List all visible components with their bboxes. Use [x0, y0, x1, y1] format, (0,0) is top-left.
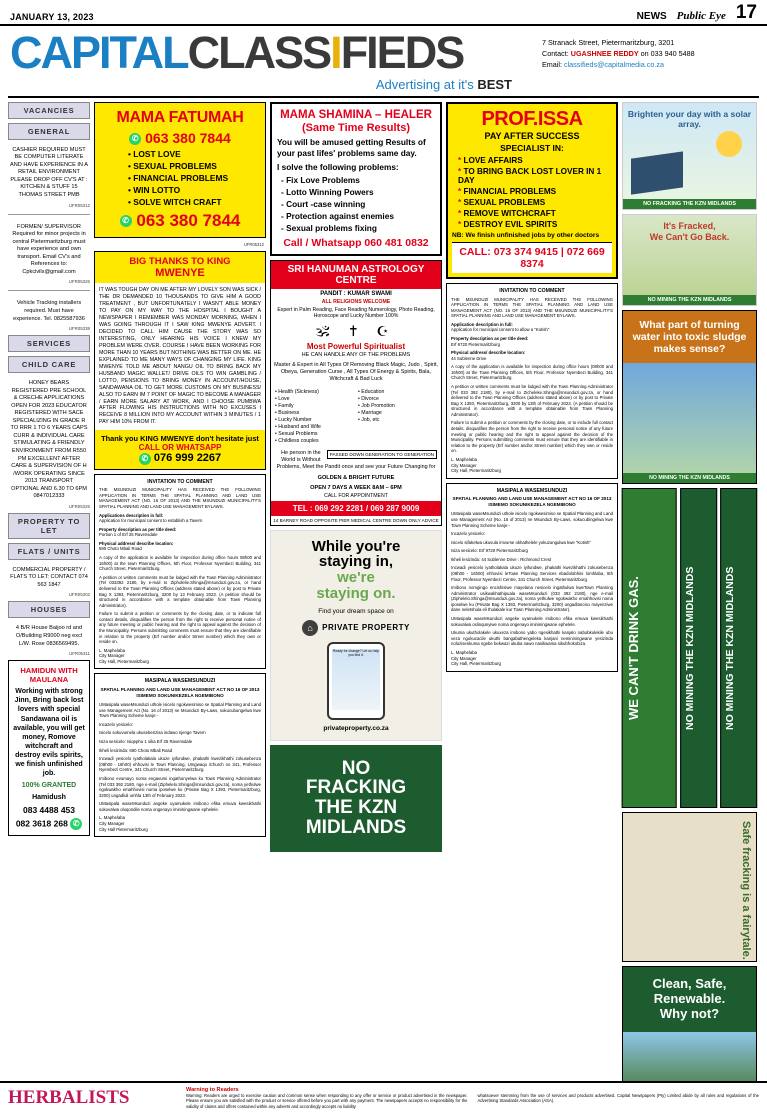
ad-ref: UFR05311	[69, 651, 90, 657]
list-item: • Sexual Problems	[275, 431, 354, 437]
king-foot-line1: Thank you KING MWENYE don't hesitate just	[101, 434, 259, 444]
hamidun-phone-1[interactable]: 083 4488 453	[23, 805, 75, 816]
fracked-campaign-bar: NO MINING THE KZN MIDLANDS	[623, 295, 756, 305]
king-foot-line2: CALL OR WHATSAPP	[138, 443, 222, 453]
notice-masipala-col2	[94, 673, 266, 837]
masipala-p6: Incwadi yesicelo iyatholakala ukuze iyifundwe, phakathi kwezikhathi zokusebenza (08h00 - 16h00) ehhovisi le Town Planning, Umgwaqo iChurch no 341, Professor Nyembezi Centre, 341 Church Street, Pietermaritzburg.	[99, 756, 261, 773]
king-header-line1: BIG THANKS TO KING	[129, 255, 231, 267]
list-item: - Fix Love Problems	[281, 175, 435, 185]
notice-body-2: A petition or written comments must be lodged with the Town Planning Administrator (Tel 033 392 2180), by e-mail to Zicheleke.Shinga@msunduzi.gov.za, or hand delivered to the Town Planning Offices (address stated above) or by post to Private Bag X 1393, Pietermaritzburg, 3200 by 13th of February 2023. (A petition should be structured in accordance with a template obtainable from Town Planning Administrator).	[451, 384, 613, 417]
hanuman-appointment: CALL FOR APPOINTMENT	[324, 492, 388, 499]
column-campaign-ads	[622, 102, 757, 1108]
masipala-p3: Isicelo sifakelwa ukuvula imvume okhathelele yokuzungulwa kwe "Kotish"	[451, 539, 591, 545]
notice-body-3: Failure to submit a petition or comments by the closing date, or to include full contact details, disqualifies the person from the right to receive personal notice of any future meeting or public hearing and the right to appeal against the decision of the Municipality. Persons submitting comments must ensure that they are identifiable in relation to the property (Erf number and/or Street number) which they own or reside on.	[451, 420, 613, 454]
category-houses: HOUSES	[8, 601, 90, 618]
phone-text: 063 380 7844	[145, 129, 231, 146]
hanuman-telephone[interactable]: TEL : 069 292 2281 / 069 287 9009	[271, 501, 441, 516]
header-right	[637, 3, 757, 22]
page-footer	[0, 1081, 767, 1113]
ad-toxic-sludge	[622, 310, 757, 484]
ad-cant-drink-gas: WE CAN'T DRINK GAS.	[622, 488, 677, 808]
masipala-title: MASIPALA WASEMSUNDUZI	[496, 487, 568, 494]
list-item[interactable]	[8, 297, 90, 331]
ad-sri-hanuman[interactable]	[270, 260, 442, 525]
pp-headline	[277, 539, 435, 602]
category-services: SERVICES	[8, 335, 90, 352]
list-item: • Education	[358, 389, 437, 395]
pp-line4: staying on.	[316, 584, 396, 602]
list-item[interactable]	[8, 377, 90, 509]
masipala-p2: Incazelo yesicelo:	[99, 721, 133, 727]
ad-no-mining-1: NO MINING THE KZN MIDLANDS	[680, 488, 717, 808]
category-flats-units: FLATS / UNITS	[8, 543, 90, 560]
masipala-subtitle: SPATIAL PLANNING AND LAND USE MANAGEMENT ACT NO 16 OF 2013 ISIMEMO SOKUNIKEZELA NGEMIBONO	[452, 496, 612, 508]
category-general: GENERAL	[8, 123, 90, 140]
notice-intro: THE MSUNDUZI MUNICIPALITY HAS RECEIVED THE FOLLOWING APPLICATION IN TERMS THE SPATIAL PLANNING AND LAND USE MANAGEMENT ACT (NO. 16 OF 2013) AND THE MSUNDUZI MUNICIPALITY'S SPATIAL PLANNING AND LAND USE MANAGEMENT BYLAWS.	[451, 296, 613, 319]
ad-mama-fatumah[interactable]	[94, 102, 266, 238]
nofrack-line1: NO	[341, 757, 371, 779]
divider	[8, 214, 90, 215]
hamidun-phone-2-text: 082 3618 268	[15, 818, 68, 829]
list-item: • Job, etc	[358, 417, 437, 423]
hanuman-problem-lists	[271, 385, 441, 448]
masipala-p3: Isicelo sokuvumela ukusebenzisa indawo njenge Tavern	[99, 730, 206, 736]
masipala-p5: Ikheli lesizinda: 690 Choto Mbali Road	[99, 747, 173, 753]
list-item: • SOLVE WITCH CRAFT	[128, 197, 260, 207]
notice-masipala-col4	[446, 483, 618, 672]
ad-ref: UFR05312	[68, 202, 90, 208]
list-item: * TO BRING BACK LOST LOVER IN 1 DAY	[458, 167, 612, 185]
list-item[interactable]	[8, 622, 90, 656]
list-item: • WIN LOTTO	[128, 185, 260, 195]
list-item: • Childless couples	[275, 438, 354, 444]
classifieds-grid	[0, 98, 767, 1108]
pp-url[interactable]: privateproperty.co.za	[323, 724, 389, 732]
clean-headline	[623, 967, 756, 1032]
list-item: - Lotto Winning Powers	[281, 187, 435, 197]
hanuman-expert: Expert in Palm Reading, Face Reading Numerology, Photo Reading, Horoscope and Lucky Number 100%	[277, 307, 435, 320]
pp-line3: we're	[337, 569, 375, 587]
hanuman-left-list	[275, 388, 354, 445]
mama-fatumah-phone-bottom[interactable]	[100, 211, 260, 231]
issue-date: JANUARY 13, 2023	[10, 12, 94, 22]
masipala-subtitle: SPATIAL PLANNING AND LAND USE MANAGEMENT ACT NO 16 OF 2013 ISIMEMO SOKUNIKEZELA NGEMIBONO	[100, 687, 260, 699]
masthead-logo-block	[10, 27, 542, 92]
shamina-intro: You will be amused getting Results of your past lifes' problems same day.	[277, 136, 426, 158]
notice-section-head: Physical address/ describe location:	[99, 540, 174, 546]
king-testimonial: IT WAS TOUGH DAY ON ME AFTER MY LOVELY SON WAS SICK / THE DR DEMANDED 10 THOUSANDS TO GIVE HIM A GOOD TREATMENT , BUT UNFORTUNATELY I WASN'T ABLE MONEY TO PAY ON MY WAY TO THE HOSPITAL I BOUGHT A NEWSPAPER I REMEMBER WAS MONDAY MORNING, WHEN I WAS GOING THROUGH IT I SAW KING MWENYE ADVERT. I DECIDED TO CALL HIM CAUSE THE STORY WAS SO INTERESTING, ONLY HEARING HIS VOICE I KNEW MY PROBLEM WERE OVER. COURSE I HAVE BEEN WORKING FOR MORE THAN 10 YEARS BUT NOTHING WAS BETTER ON ME. HE EXPLAINED TO ME MANY WAYS OF CHANGING MY LIFE. KING MWENYE TOLD ME ABOUT NANGU OIL TO BRING BACK MY HUSBAND MAGIC WALLET/ DRIVE OILS TO WIN GAMBLING / LOTTO, PENSIONS TO BRING MONEY IN ACCOUNT/HOUSE, SANDAWANA OIL TO GET MORE CUSTOMS ON MY BUSINESS/ ALSO TO EARN IM 7 POINT OF MAGIC TO BECOME A MANAGER / EARN MORE SALARY AT WORK, AND I CHOOSE PUMBWA AFTER FLOWING HIS INSTRUCTIONS WITH NO EXCUSES I RECEIVE 8 MILLION INTO MY ACCOUNT WITHIN 3 MINUTES / 1 PAY HIM 10% FROM IT.	[99, 286, 261, 426]
notice-section-head: Application description in full:	[451, 321, 513, 327]
category-childcare: CHILD CARE	[8, 356, 90, 373]
ad-solar-array	[622, 102, 757, 210]
masipala-signature-name: L. Maphelaba	[99, 815, 126, 821]
category-property-to-let: PROPERTY TO LET	[8, 513, 90, 539]
warning-title: Warning to Readers	[186, 1086, 239, 1093]
masipala-signature-title: City Manager	[99, 820, 125, 826]
column-two	[94, 102, 266, 1108]
hamidun-phone-2[interactable]	[13, 818, 85, 830]
column-four	[446, 102, 618, 1108]
house-icon: ⌂	[302, 620, 318, 636]
notice-invitation-to-comment-col4	[446, 283, 618, 479]
list-item: * DESTROY EVIL SPIRITS	[458, 220, 612, 229]
issa-call[interactable]: CALL: 073 374 9415 | 072 669 8374	[452, 242, 612, 273]
tagline-text: Advertising at it's	[375, 76, 478, 92]
category-vacancies: VACANCIES	[8, 102, 90, 119]
nofrack-line3: THE KZN	[314, 797, 398, 819]
masipala-p9: Ukuma ukutholakele ukuxeza imibono yabo ngesikhathi kanjalo nabobkulekile ubu veza ngokucacile ukuthi bangabathengeleka kanjani nemininingwane yesizinda noluzisenkuma ngebe bekwazi ukuba nawo nasikwama sikubhokobiza.	[451, 630, 613, 647]
ad-ref: UFR05312	[243, 241, 264, 247]
column-classifieds	[8, 102, 90, 1108]
whatsapp-icon: ✆	[70, 818, 82, 830]
phone-screen-caption: Ready for change? Let us help you find it.	[332, 649, 380, 710]
contact-line	[542, 49, 757, 60]
pp-line1: While you're	[311, 537, 401, 555]
list-item: • Husband and Wife	[275, 424, 354, 430]
list-item: • FINANCIAL PROBLEMS	[128, 173, 260, 183]
reader-warning	[186, 1087, 759, 1109]
solar-campaign-bar: NO FRACKING THE KZN MIDLANDS	[623, 199, 756, 209]
notice-section-head: Physical address/ describe location:	[451, 350, 526, 356]
ad-text: HONEY BEARS REGISTERED PRE SCHOOL & CRECHE APPLICATIONS OPEN FOR 2023 EDUCATOR REGISTERED WITH SACE SPECIALIZING IN GRADE R TO RRR 1 TO 6 YEARS CAPS CURR & INDIVIDUAL CARE STIMULATING & FRIENDLY ENVIRONMENT FROM R550 PM EXCELLENT AFTER CARE & SUPERVISION OF H /WORK OPERATING SINCE 2013 TRANSPORT OPTIONAL AND 6.30 TO 6PM 0847012333	[10, 380, 88, 500]
email-label: Email:	[542, 59, 564, 69]
whatsapp-icon: ✆	[129, 133, 141, 145]
list-item: • Business	[275, 410, 354, 416]
publication-name: Public Eye	[676, 10, 726, 22]
notice-section-text: Application for municipal consent to allow a "Kotish"	[451, 327, 550, 333]
king-foot-phone[interactable]	[97, 452, 263, 464]
ad-king-mwenye[interactable]	[94, 251, 266, 470]
ad-its-fracked	[622, 214, 757, 306]
hamidun-name: Hamidush	[32, 794, 66, 802]
issa-spec: SPECIALIST IN:	[500, 142, 564, 153]
list-item: - Court -case winning	[281, 199, 435, 209]
masthead-title	[10, 27, 542, 78]
hamidun-title: HAMIDUN WITH MAULANA	[20, 666, 78, 685]
ad-text: COMMERCIAL PROPERTY / FLATS TO LET: CONTACT 074 563 1847	[10, 566, 88, 588]
notice-section-head: Property description as per title deed:	[451, 335, 529, 341]
notice-signature-name: L. Maphelaba	[451, 456, 478, 462]
tagline-best: BEST	[477, 76, 512, 92]
warning-text-right: whatsoever stemming from the use of services and products advertised. Capital Newspapers (Pty) Limited abide by all rules and regulations of the Advertising Standards Association (ASA).	[477, 1092, 759, 1104]
hanuman-can: HE CAN HANDLE ANY OF THE PROBLEMS	[301, 352, 411, 359]
divider	[8, 290, 90, 291]
notice-section-head: Applications description in full:	[99, 512, 164, 518]
contact-person: UGASHNEE REDDY	[570, 48, 639, 58]
hanuman-welcome: ALL RELIGIONS WELCOME	[321, 299, 391, 306]
list-item: - Protection against enemies	[281, 211, 435, 221]
email-address[interactable]: classifieds@capitalmedia.co.za	[563, 59, 664, 69]
masipala-p8: UMasipala waseMsunduzi angeke uyamukele imibono efika emuva kwesikhathi sokuvalwa oluqondile noma ongenayo imininingwane ephelele.	[99, 801, 261, 812]
notice-intro: THE MSUNDUZI MUNICIPALITY HAS RECEIVED THE FOLLOWING APPLICATION IN TERMS THE SPATIAL PLANNING AND LAND USE MANAGEMENT ACT (NO. 16 OF 2013) AND THE MSUNDUZI MUNICIPALITY'S SPATIAL PLANNING AND LAND USE MANAGEMENT BYLAWS.	[99, 487, 261, 510]
solar-panel-image	[631, 151, 683, 194]
masipala-p7: Imibono nomgingo encishisiwe mayelana nesicelo ingathulwa kweTown Planning Administrator usikwakhathipuala waseMsunduzi (033 392 2180), nge e-mail (Ziphelelo.Shinga@msunduzi.gov.za), noma yethulwe ngokwakho emahhovisi noma iposelwe ku (Private Bag X 1393, Pietermaritzburg, 3200) ungadlanciso mayenziwe dane neletshula eli thulakale kur Town Planning Administrator).	[451, 585, 613, 613]
notice-section-text: Application for municipal consent to establish a Tavern	[99, 518, 203, 524]
solar-headline: Brighten your day with a solar array.	[627, 108, 752, 130]
notice-section-text: Portion 1 of Erf 25 Ravensdale	[99, 532, 158, 538]
issa-title: PROF.ISSA	[481, 107, 583, 130]
masipala-p1: UMasipala waseMsunduzi uthole isicelo ngokwesimiso se Spatial Planning and Land use Management Act (No. 16 of 2013) ne Msunduzi By-Laws, sokucubungelwa kwe Town Planning Scheme kanje:-	[99, 702, 261, 719]
notice-section-text: Erf 9720 Pietermaritzburg	[451, 341, 500, 347]
masipala-p4: Isiza sesicelo: Isiqephu 1 sika Erf 25 Ravensdale	[99, 739, 193, 745]
issa-nb: NB: We finish unfinished jobs by other doctors	[452, 231, 600, 239]
hanuman-pandit: PANDIT : KUMAR SWAMI	[320, 291, 392, 298]
warning-text-left: Warning: Readers are urged to exercise caution and common sense when responding to any offer or service or product advertised in the newspaper. Please ensure you are satisfied with the product or service offered before you part with any payment. The newspapers accepts no responsibility for the validity of claims and offers contained within any adverts and accordingly accepts no liability	[186, 1092, 468, 1109]
notice-section-head: Property description as per title deed:	[99, 526, 177, 532]
list-item: • Divorce	[358, 396, 437, 402]
list-item[interactable]	[8, 221, 90, 285]
sun-icon	[716, 131, 742, 157]
notice-signature-title: City Manager	[99, 653, 125, 659]
email-line	[542, 60, 757, 71]
hamidun-body: Working with strong Jinn, Bring back lost lovers with special Sandawana oil is available, you will get money, Romove witchcraft and destroy evils spirits, we finish unfinished job.	[13, 688, 85, 778]
king-mwenye-header	[95, 252, 265, 283]
issa-pay: PAY AFTER SUCCESS	[484, 130, 580, 141]
hanuman-right-list	[358, 388, 437, 445]
column-three	[270, 102, 442, 1108]
king-header-line2: MWENYE	[155, 266, 205, 279]
list-item: • Marriage	[358, 410, 437, 416]
sludge-headline: What part of turning water into toxic sludge makes sense?	[623, 311, 756, 363]
hanuman-big: Most Powerful Spiritualist	[306, 342, 406, 352]
safe-fracking-text: Safe fracking is a fairytale.	[740, 820, 752, 960]
ad-ref: UFR05325	[68, 503, 90, 509]
ad-hamidun[interactable]	[8, 660, 90, 836]
masipala-title: MASIPALA WASEMSUNDUZI	[144, 678, 216, 685]
masthead-title-fieds: FIEDS	[340, 27, 464, 78]
notice-body-1: A copy of the application is available for inspection during office hours (08h00 and 16h00) at the Town Planning Offices, 5th Floor, Professor Nyembezi Building, 341 Church Street, Pietermaritzburg.	[451, 364, 613, 381]
fracked-line1: It's Fracked,	[663, 220, 716, 231]
masthead-title-class: CLASS	[187, 27, 331, 78]
list-item: - Sexual problems fixing	[281, 223, 435, 233]
pp-line2: staying in,	[318, 553, 394, 571]
list-item: • Lucky Number	[275, 417, 354, 423]
notice-signature-title: City Manager	[451, 462, 477, 468]
king-footer	[95, 430, 265, 468]
list-item: * LOVE AFFAIRS	[458, 156, 612, 165]
clean-line2: Why not?	[659, 1005, 720, 1021]
shamina-items	[277, 175, 435, 233]
notice-body-1: A copy of the application is available for inspection during office hours 08h00 and 16h00) at the town Planning Offices, 5th Floor, Professor Nyembezi Building, 341 Church Street, Pietermaritzburg.	[99, 555, 261, 572]
vertical-campaign-ads	[622, 488, 757, 808]
list-item: • LOST LOVE	[128, 149, 260, 159]
ad-prof-issa[interactable]	[446, 102, 618, 279]
ad-ref: UFR05338	[68, 326, 90, 332]
shamina-title: MAMA SHAMINA – HEALER	[280, 108, 432, 121]
religious-symbols-icon: 🕉 ✝ ☪	[315, 323, 397, 341]
masipala-signature-title: City Manager	[451, 655, 477, 661]
category-herbalists: HERBALISTS	[8, 1086, 130, 1108]
notice-signature-name: L. Maphelaba	[99, 647, 126, 653]
masipala-signature-address: City Hall Pietermaritzburg	[99, 826, 148, 832]
hanuman-note-text: He person in the World is Without Problems, Meet the Pandit once and see your Future Changing for	[276, 449, 436, 470]
masipala-p1: UMasipala waseMsunduzi uthole isicelo ngokwesimiso se Spatial Planning and Land use Management Act (No. 16 of 2013) ne Msunduzi By-Laws, sokucubingelwa kwe Town Planning Scheme kanje:-	[451, 511, 613, 528]
masipala-signature-name: L. Maphelaba	[451, 649, 478, 655]
masthead-contact	[542, 32, 757, 92]
list-item[interactable]	[8, 144, 90, 208]
page-number: 17	[735, 2, 757, 23]
contact-phone: on 033 940 5488	[638, 48, 695, 58]
ad-private-property[interactable]	[270, 530, 442, 741]
list-item: • Love	[275, 396, 354, 402]
list-item: • SEXUAL PROBLEMS	[128, 161, 260, 171]
hanuman-note	[271, 448, 441, 473]
masipala-p2: Incazelo yesicelo:	[451, 531, 485, 537]
masipala-p7: Imibono evumayo noma engavumi ingathunyelwa ku Town Planning Administrator (Tel 033 392 2180, nge e-mail (Ziphelelo.Shinga@msunduzi.gov.za), noma yethulwe ngokwakho emahhovisi noma iposelwe ku (Private Bag X 1393, Pietermaritzburg, 3200) ungadluli umhla 13th of February 2023.	[99, 775, 261, 798]
page-header	[0, 0, 767, 26]
list-item: * FINANCIAL PROBLEMS	[458, 187, 612, 196]
notice-title: INVITATION TO COMMENT	[147, 478, 213, 485]
pp-logo	[277, 620, 435, 636]
masipala-signature-address: City Hall, Pietermaritzburg	[451, 661, 501, 667]
mama-fatumah-phone-top[interactable]	[100, 130, 260, 146]
ad-safe-fracking-fairytale	[622, 812, 757, 962]
list-item: • Family	[275, 403, 354, 409]
section-label: NEWS	[636, 11, 667, 22]
masthead	[0, 26, 767, 94]
mama-fatumah-services	[100, 149, 260, 207]
list-item: * REMOVE WITCHCRAFT	[458, 209, 612, 218]
sludge-campaign-bar: NO MINING THE KZN MIDLANDS	[623, 473, 756, 483]
notice-invitation-to-comment-col2	[94, 474, 266, 670]
ad-no-mining-2: NO MINING THE KZN MIDLANDS	[720, 488, 757, 808]
sludge-image	[623, 363, 756, 483]
pp-brand: PRIVATE PROPERTY	[322, 623, 410, 633]
notice-signature-address: City Hall, Pietermaritzburg	[99, 658, 149, 664]
phone-text: 076 999 2267	[153, 452, 222, 465]
list-item: • Job Promotion	[358, 403, 437, 409]
whatsapp-icon: ✆	[139, 453, 151, 465]
ad-ref: UFR05326	[68, 279, 90, 285]
hanuman-passed-badge: PASSED DOWN GENERATION TO GENERATION	[327, 450, 437, 460]
ad-no-fracking-big	[270, 745, 442, 853]
shamina-solve: I solve the following problems:	[277, 161, 399, 172]
nofrack-line4: MIDLANDS	[305, 817, 407, 839]
shamina-call[interactable]: Call / Whatsapp 060 481 0832	[283, 237, 429, 250]
notice-body-2: A petition or written comments must be lodged with the Town Planning Administrator (Tel 033392 2180, by e-mail to Zipholelie.Shinga@msunduzi.gov.za, or hand delivered to the Town Planning Offices (address stated above) or by post to Private Bag X 1393, Pietermaritzburg, 3200 by 13 February 2023. (A petition should be structured in accordance with a template obtainable from Town Planning Administrator).	[99, 574, 261, 608]
nofrack-line2: FRACKING	[305, 777, 407, 799]
issa-items	[452, 156, 612, 229]
hamidun-guarantee: 100% GRANTED	[21, 782, 77, 790]
phone-mockup-image	[327, 642, 385, 720]
ad-text: FORMEN/ SUPERVISOR Required for minor projects in central Pietermaritzburg must have experience and own transport. Email CV's and References to: Cpkcivils@gmail.com	[12, 223, 86, 275]
mama-fatumah-title: MAMA FATUMAH	[116, 108, 244, 126]
pp-sub: Find your dream space on	[318, 607, 394, 615]
masthead-title-i: I	[330, 27, 341, 78]
notice-signature-address: City Hall, Pietermaritzburg	[451, 468, 501, 474]
hanuman-address: 14 BARNEY ROAD OPPOSITE PIER MEDICAL CENTRE DOWN ONLY ADVICE	[273, 517, 439, 523]
ad-text: CASHIER REQUIRED MUST BE COMPUTER LITERATE AND HAVE EXPERIENCE IN A RETAIL ENVIRONMENT PLEASE DROP OFF CV'S AT : KITCHEN & STUFF 15 THOMAS STREET PMB	[10, 146, 88, 199]
list-item: • Health (Sickness)	[275, 389, 354, 395]
fracked-line2: We Can't Go Back.	[649, 231, 730, 242]
list-item: * SEXUAL PROBLEMS	[458, 198, 612, 207]
ad-mama-shamina[interactable]	[270, 102, 442, 257]
ad-ref: UFR05302	[68, 592, 90, 598]
masthead-title-capital: CAPITAL	[10, 27, 188, 78]
whatsapp-icon: ✆	[120, 215, 132, 227]
notice-title: INVITATION TO COMMENT	[499, 287, 565, 294]
clean-line1: Clean, Safe, Renewable.	[652, 975, 727, 1006]
list-item[interactable]	[8, 564, 90, 598]
hanuman-open-hours: OPEN 7 DAYS A WEEK 8AM – 6PM	[310, 484, 402, 491]
phone-text: 063 380 7844	[136, 210, 241, 230]
hanuman-golden: GOLDEN & BRIGHT FUTURE	[317, 474, 395, 481]
notice-body-3: Failure to submit a petition or comments by the closing date, or to indicate full contact details, disqualifies the person from the right to receive personal notice of any future meeting or public hearing and the right to appeal against the decision of the Municipality. Persons submitting comments must ensure that they are identifiable in relation to the property (Erf number and/or Street number) which they own or reside on.	[99, 611, 261, 645]
hanuman-header: SRI HANUMAN ASTROLOGY CENTRE	[271, 261, 441, 289]
masipala-p6: Incwadi yesicelo iyatholakala ukuze iyifundwe, phakathi kwezikhathi zokusebenza (08h00 - 16h00) ehhovisi leTown Planning Services ebadolobhini lomhlaba, 5th Floor, Professor Nyembezi Centre, 341 Church Street, Pietermaritzburg.	[451, 565, 613, 582]
hanuman-mid: Master & Expert in All Types Of Removing Black Magic, Judo , Spirit, Obeya, Generation Curse , All Types Of Energy & Spirits, Bala, Witchcraft & Bad Luck	[274, 361, 438, 383]
shamina-subtitle: (Same Time Results)	[301, 121, 410, 134]
ad-text: Vehicle Tracking installers required. Must have experience. Tel. 0825587936	[13, 300, 85, 322]
notice-section-text: 690 Choto Mbali Road	[99, 546, 142, 552]
masthead-tagline	[10, 77, 542, 92]
masipala-p5: Ikheli lesizinda: 44 Sublenne Drive : Richmond Crest	[451, 556, 552, 562]
masipala-p4: Isiza sesicelo: Erf 9720 Pietermaritzburg	[451, 548, 528, 554]
contact-label: Contact:	[542, 48, 571, 58]
ad-text: 4 B/R House Baijoo rd and O/Building R9000 neg excl L/W. Rose 0836569495.	[15, 625, 83, 647]
contact-address: 7 Stranack Street, Pietermaritzburg, 3201	[542, 38, 675, 47]
masipala-p8: UMasipala waseMsunduzi angeke uyamukele imibono efika emuva kwesikhathi sokuvalwa oslinqunyiwe noma ongenayo imininingwane ephelele.	[451, 616, 613, 627]
notice-section-text: 44 Sublenne Drive	[451, 355, 487, 361]
